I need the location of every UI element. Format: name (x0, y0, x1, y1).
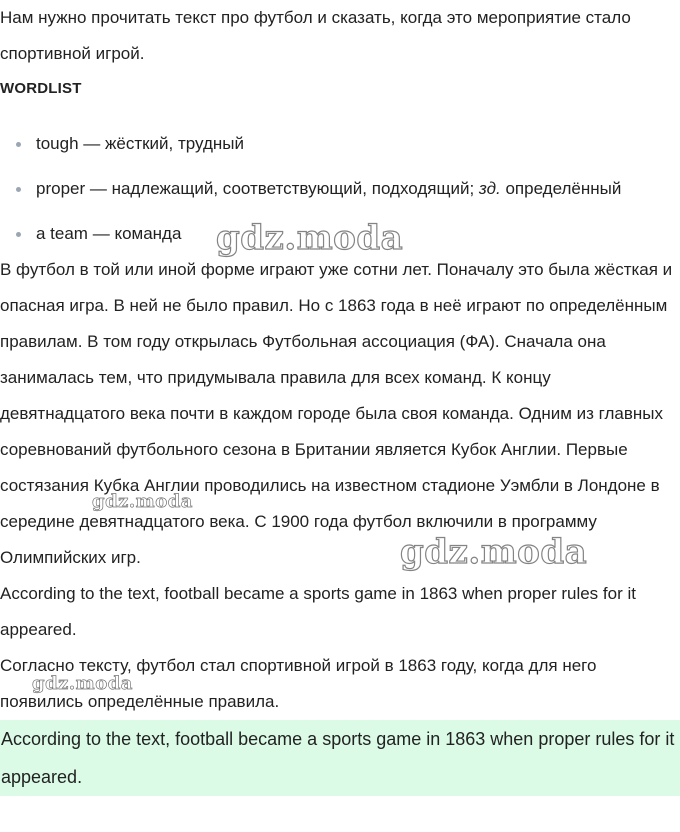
answer-russian: Согласно тексту, футбол стал спортивной игрой в 1863 году, когда для него появились определённые правила. (0, 656, 597, 711)
word-term: tough (36, 134, 79, 153)
watermark-logo: gdz.moda (400, 532, 588, 572)
wordlist-heading: WORDLIST (0, 80, 82, 97)
word-translation: надлежащий, соответствующий, подходящий; (111, 179, 479, 198)
wordlist-item-2 (14, 176, 680, 202)
watermark-logo: gdz.moda (32, 673, 133, 694)
answer-english: According to the text, football became a sports game in 1863 when proper rules for it appeared. (0, 584, 636, 639)
wordlist-item-1 (14, 131, 680, 157)
word-abbreviation: зд. (478, 179, 501, 198)
word-dash: — (78, 134, 105, 153)
translation-paragraph: В футбол в той или иной форме играют уже сотни лет. Поначалу это была жёсткая и опасная игра. В ней не было правил. Но с 1863 года в неё играют по определённым правилам. В том году открылась Футбольная ассоциация (ФА). Сначала она занималась тем, что придумывала правила для всех команд. К концу девятнадцатого века почти в каждом городе была своя команда. Одним из главных соревнований футбольного сезона в Британии является Кубок Англии. Первые состязания Кубка Англии проводились на известном стадионе Уэмбли в Лондоне в середине девятнадцатого века. С 1900 года футбол включили в программу Олимпийских игр. (0, 260, 673, 567)
word-dash: — (85, 179, 112, 198)
watermark-logo: gdz.moda (92, 491, 193, 512)
bullet-icon (16, 232, 21, 237)
answer-highlight-text: According to the text, football became a sports game in 1863 when proper rules for it appeared. (1, 729, 675, 787)
word-term: a team (36, 224, 88, 243)
word-dash: — (87, 224, 115, 243)
word-term: proper (36, 179, 86, 198)
bullet-icon (16, 142, 21, 147)
word-extra-meaning: определённый (500, 179, 622, 198)
word-translation: жёсткий, трудный (105, 134, 244, 153)
watermark-logo: gdz.moda (216, 218, 404, 258)
intro-paragraph: Нам нужно прочитать текст про футбол и сказать, когда это мероприятие стало спортивной игрой. (0, 8, 631, 63)
word-translation: команда (114, 224, 182, 243)
bullet-icon (16, 187, 21, 192)
answer-highlight-box (0, 720, 680, 796)
